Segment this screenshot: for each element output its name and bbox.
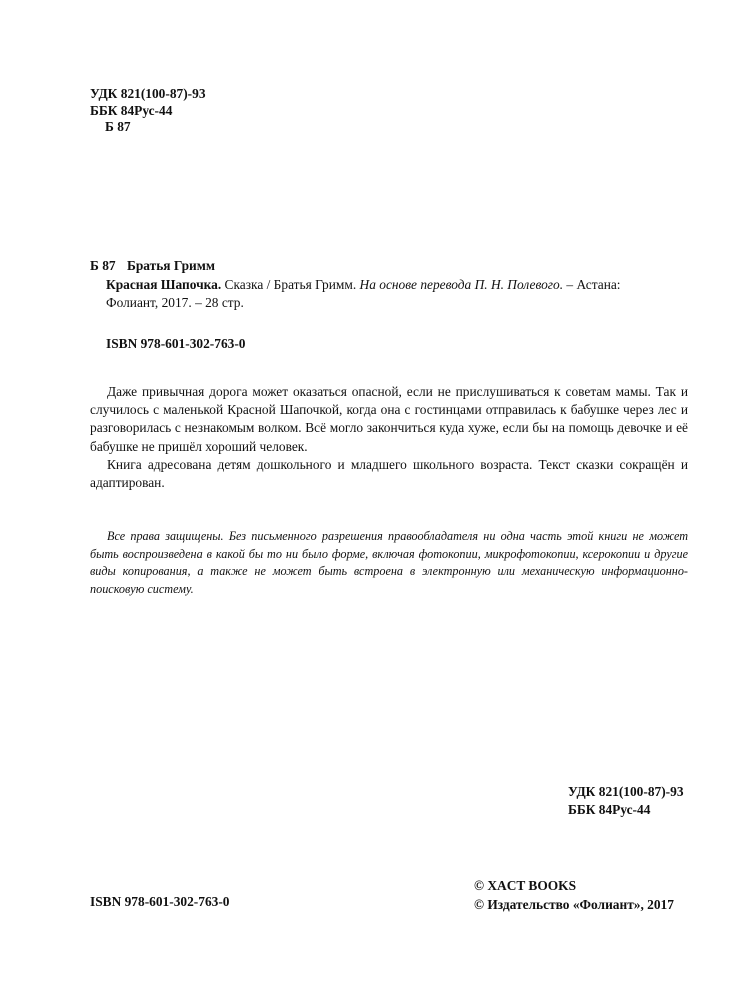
catalog-title: Красная Шапочка. bbox=[106, 276, 222, 292]
catalog-entry-line1 bbox=[90, 257, 690, 276]
isbn-bottom: ISBN 978-601-302-763-0 bbox=[90, 894, 230, 909]
copyright-line-2: © Издательство «Фолиант», 2017 bbox=[474, 897, 674, 912]
bottom-classification bbox=[568, 783, 684, 818]
catalog-author: Братья Гримм bbox=[127, 258, 215, 273]
catalog-place: – Астана: bbox=[563, 276, 621, 292]
catalog-entry-line3: Фолиант, 2017. – 28 стр. bbox=[106, 295, 244, 310]
catalog-entry-line2 bbox=[90, 276, 690, 295]
annotation-paragraph-1: Даже привычная дорога может оказаться опасной, если не прислушиваться к советам мамы. Так и случилось с маленькой Красной Шапочкой, когда она с гостинцами отправилась к бабушке через лес и разговорилась с незнакомым волком. Всё могло закончиться куда хуже, если бы на помощь девочке и её бабушке не пришёл хороший человек. bbox=[90, 384, 688, 454]
bbk-code: ББК 84Рус-44 bbox=[90, 102, 173, 118]
annotation bbox=[90, 383, 688, 492]
top-classification bbox=[90, 86, 206, 136]
bbk-code-bottom: ББК 84Рус-44 bbox=[568, 801, 651, 817]
isbn-top: ISBN 978-601-302-763-0 bbox=[106, 336, 246, 351]
translation-note: На основе перевода П. Н. Полевого. bbox=[359, 276, 564, 292]
udk-code-bottom: УДК 821(100-87)-93 bbox=[568, 784, 684, 799]
catalog-description: Сказка / Братья Гримм. bbox=[221, 276, 360, 292]
catalog-entry bbox=[90, 257, 690, 313]
copyright-line-1: © XACT BOOKS bbox=[474, 878, 577, 893]
author-mark: Б 87 bbox=[105, 119, 131, 134]
catalog-code: Б 87 bbox=[90, 258, 116, 273]
annotation-paragraph-2: Книга адресована детям дошкольного и младшего школьного возраста. Текст сказки сокращён и адаптирован. bbox=[90, 456, 688, 491]
rights-notice bbox=[90, 528, 688, 598]
udk-code: УДК 821(100-87)-93 bbox=[90, 86, 206, 101]
rights-text: Все права защищены. Без письменного разрешения правообладателя ни одна часть этой книги не может быть воспроизведена в какой бы то ни было форме, включая фотокопии, микрофотокопии, ксерокопии и другие виды копирования, а также не может быть встроена в электронную или механическую информационно-поисковую систему. bbox=[90, 529, 688, 596]
copyright-block bbox=[474, 876, 674, 914]
